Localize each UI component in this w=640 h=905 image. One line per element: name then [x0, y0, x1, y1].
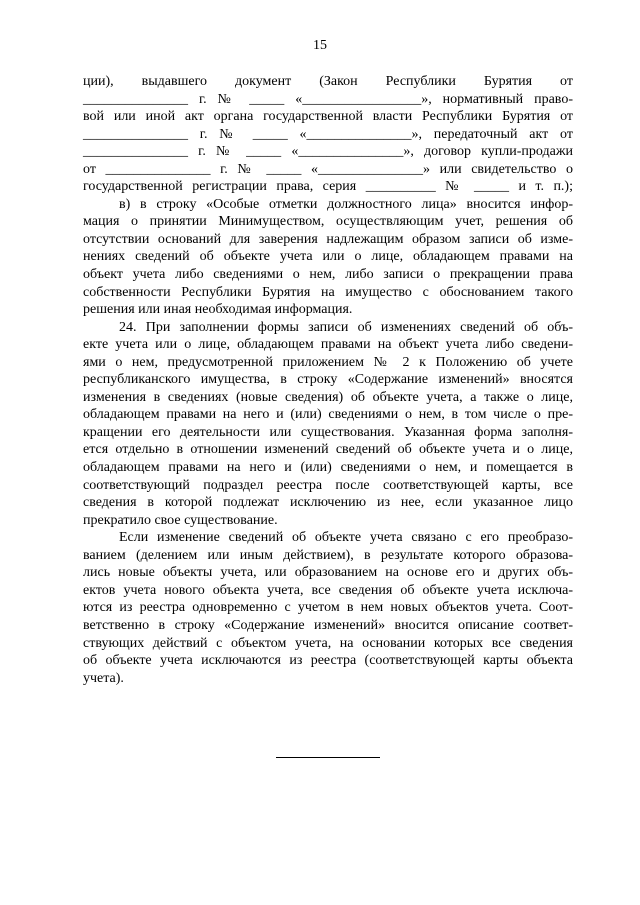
text-line: 24. При заполнении формы записи об изменениях сведений об объ- — [119, 319, 573, 335]
text-line: ется отдельно в отношении изменений сведений об объекте учета и о лице, — [83, 442, 573, 458]
text-line: изменения в сведениях (новые сведения) об объекте учета, а также о лице, — [83, 389, 573, 405]
text-line: ствующих действий с объектом учета, на основании которых все сведения — [83, 635, 573, 651]
text-line: ются из реестра одновременно с учетом в нем новых объектов учета. Соот- — [83, 600, 573, 616]
paragraph-item-24 — [83, 319, 573, 530]
document-body — [83, 73, 573, 687]
text-line: _______________ г. № _____ «_______________», договор купли-продажи — [83, 144, 573, 160]
text-line: учета). — [83, 670, 124, 686]
text-line: лись новые объекты учета, или образованием на основе его и других объ- — [83, 565, 573, 581]
end-separator-line — [276, 757, 380, 758]
text-line: ции), выдавшего документ (Закон Республики Бурятия от — [83, 74, 573, 89]
text-line: государственной регистрации права, серия __________ № _____ и т. п.); — [83, 179, 573, 195]
text-line: обладающем правами на него и (или) сведениями о нем, и помещается в — [83, 460, 573, 476]
text-line: _______________ г. № _____ «_________________», нормативный право- — [83, 91, 573, 107]
text-line: решения или иная необходимая информация. — [83, 302, 353, 318]
text-line: об объекте учета исключаются из реестра (соответствующей карты объекта — [83, 653, 573, 669]
text-line: кращении его деятельности или существования. Указанная форма заполня- — [83, 424, 573, 440]
text-line: вой или иной акт органа государственной власти Республики Бурятия от — [83, 109, 573, 125]
text-line: мация о принятии Минимуществом, осуществляющим учет, решения об — [83, 214, 573, 230]
page-number: 15 — [313, 38, 327, 53]
text-line: ванием (делением или иным действием), в результате которого образова- — [83, 547, 573, 563]
text-line: сведения в которой подлежат исключению из нее, если указанное лицо — [83, 495, 573, 511]
text-line: от _______________ г. № _____ «_______________» или свидетельство о — [83, 161, 573, 177]
text-line: обладающем правами на него и (или) сведениями о нем, в том числе о пре- — [83, 407, 573, 423]
text-line: екте учета или о лице, обладающем правами на объект учета либо сведени- — [83, 337, 573, 353]
text-line: нениях сведений об объекте учета или о лице, обладающем правами на — [83, 249, 573, 265]
text-line: объект учета либо сведениями о нем, либо записи о прекращении права — [83, 267, 573, 283]
paragraph-document-issuer — [83, 73, 573, 196]
text-line: ектов учета нового объекта учета, все сведения об объекте учета исключа- — [83, 582, 573, 598]
text-line: _______________ г. № _____ «_______________», передаточный акт от — [83, 126, 573, 142]
paragraph-special-notes — [83, 196, 573, 319]
text-line: в) в строку «Особые отметки должностного лица» вносится инфор- — [119, 196, 573, 212]
text-line: соответствующий подраздел реестра после соответствующей карты, все — [83, 477, 573, 493]
text-line: прекратило свое существование. — [83, 512, 278, 528]
text-line: собственности Республики Бурятия на имущество с обоснованием такого — [83, 284, 573, 300]
text-line: республиканского имущества, в строку «Содержание изменений» вносятся — [83, 372, 573, 388]
text-line: отсутствии оснований для заверения надлежащим образом записи об изме- — [83, 231, 573, 247]
text-line: ветственно в строку «Содержание изменений» вносится описание соответ- — [83, 617, 573, 633]
text-line: Если изменение сведений об объекте учета связано с его преобразо- — [119, 530, 573, 546]
paragraph-object-transformation — [83, 529, 573, 687]
text-line: ями о нем, предусмотренной приложением № 2 к Положению об учете — [83, 354, 573, 370]
